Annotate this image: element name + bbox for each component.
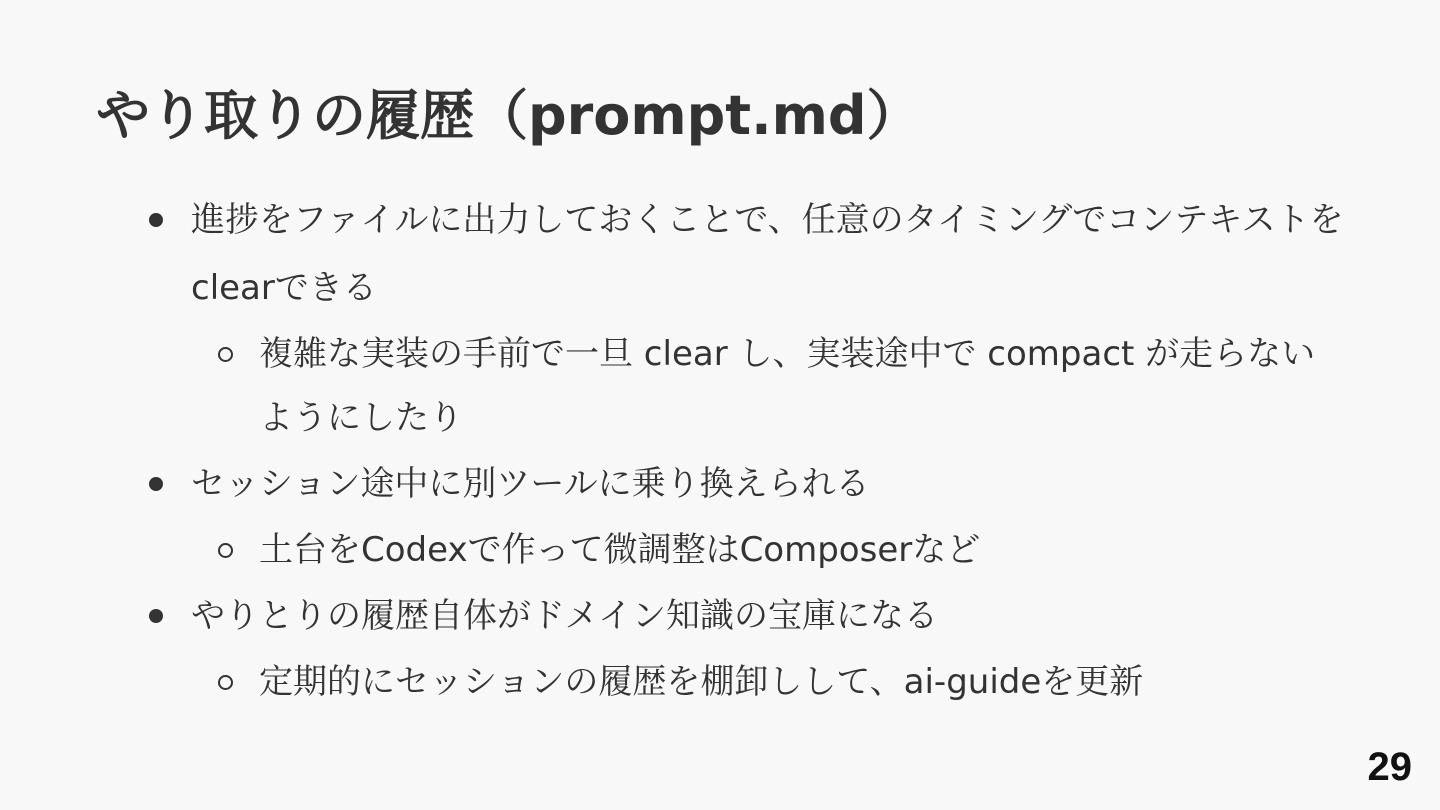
bullet-dot-icon (149, 213, 163, 227)
page-number: 29 (1367, 745, 1412, 789)
sub-bullet-text: 定期的にセッションの履歴を棚卸しして、ai-guideを更新 (259, 662, 1144, 702)
sub-bullet-item (0, 650, 1319, 714)
bullet-item (0, 582, 1351, 650)
sub-bullet-text: 複雑な実装の手前で一旦 clear し、実装途中で compact が走らないようにしたり (259, 334, 1316, 438)
sub-bullet-item (0, 518, 1319, 582)
sub-bullet-text: 土台をCodexで作って微調整はComposerなど (259, 530, 981, 570)
bullet-list (0, 186, 1440, 714)
slide-title: やり取りの履歴（prompt.md） (96, 84, 921, 147)
bullet-text: セッション途中に別ツールに乗り換えられる (191, 464, 870, 504)
bullet-dot-icon (149, 609, 163, 623)
bullet-text: やりとりの履歴自体がドメイン知識の宝庫になる (191, 596, 938, 636)
sub-bullet-circle-icon (218, 543, 233, 558)
bullet-item (0, 186, 1351, 322)
sub-bullet-circle-icon (218, 347, 233, 362)
bullet-text: 進捗をファイルに出力しておくことで、任意のタイミングでコンテキストをclearできる (191, 200, 1344, 308)
sub-bullet-item (0, 322, 1319, 450)
bullet-item (0, 450, 1351, 518)
sub-bullet-circle-icon (218, 675, 233, 690)
bullet-dot-icon (149, 477, 163, 491)
